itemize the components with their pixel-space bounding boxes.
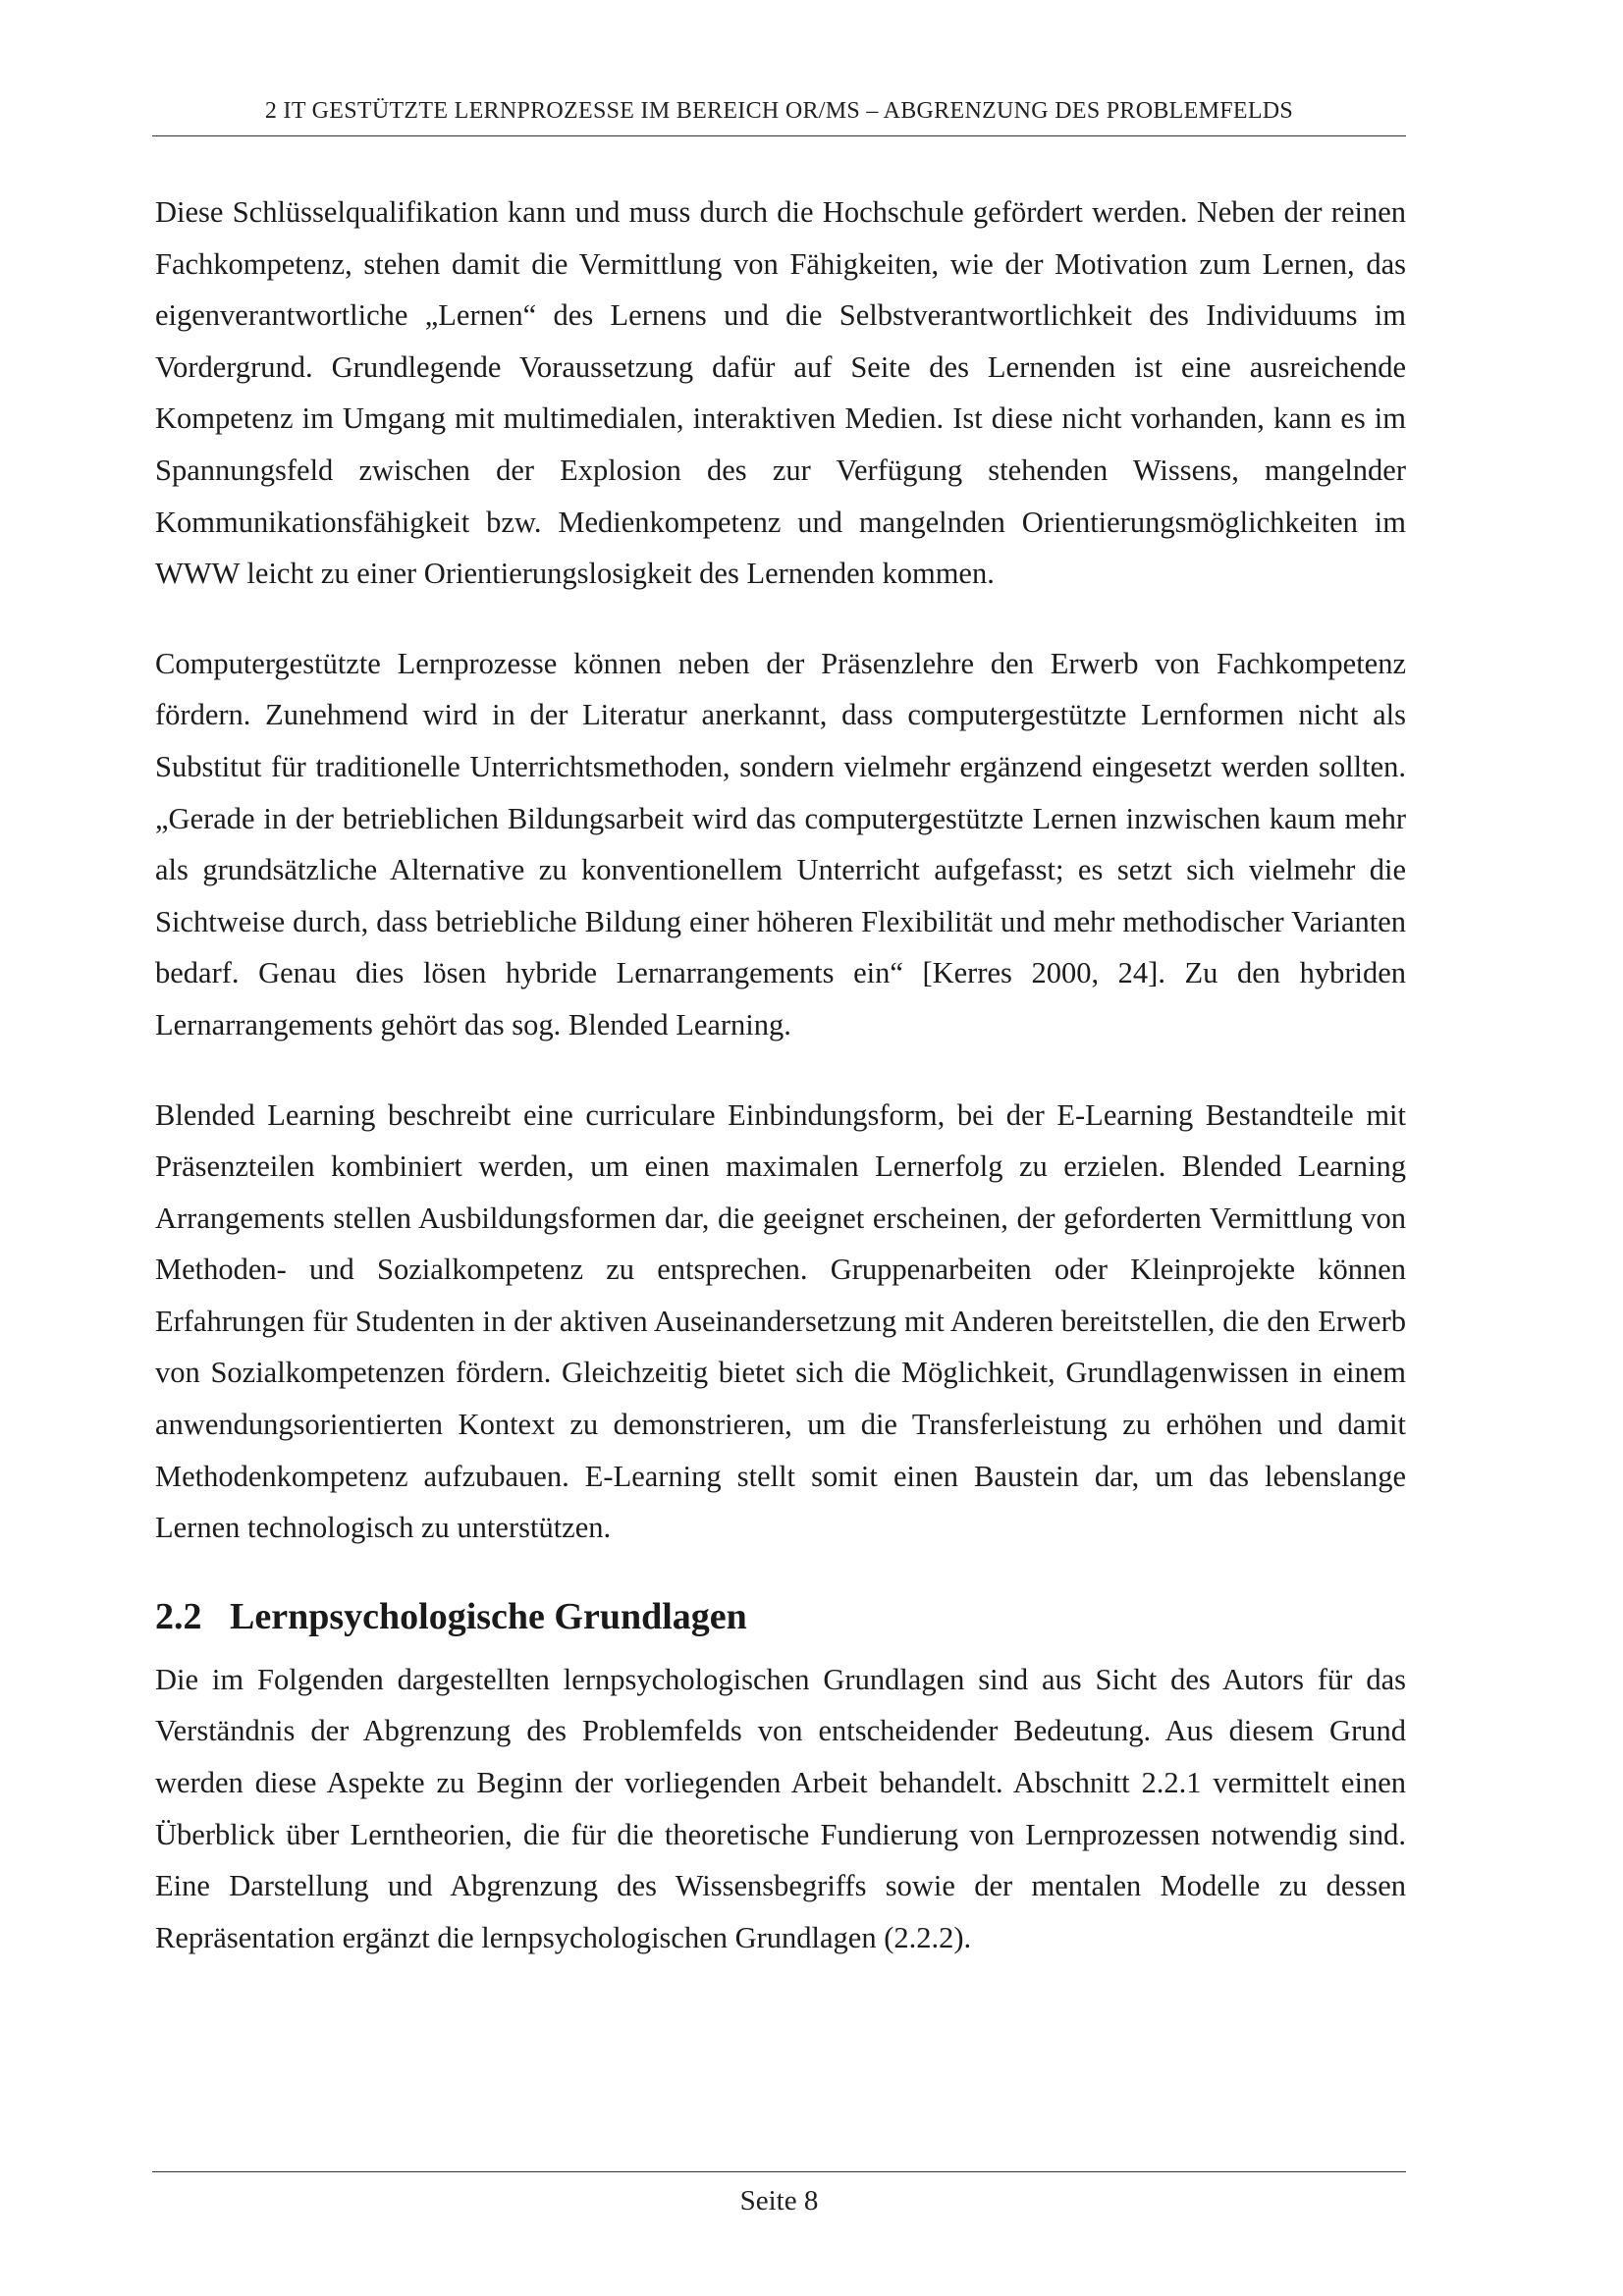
section-title: Lernpsychologische Grundlagen	[230, 1595, 747, 1637]
section-paragraph: Die im Folgenden dargestellten lernpsychologischen Grundlagen sind aus Sicht des Autors für das Verständnis der Abgrenzung des Problemfelds von entscheidender Bedeutung. Aus diesem Grund werden diese Aspekte zu Beginn der vorliegenden Arbeit behandelt. Abschnitt 2.2.1 vermittelt einen Überblick über Lerntheorien, die für die theoretische Fundierung von Lernprozessen notwendig sind. Eine Darstellung und Abgrenzung des Wissensbegriffs sowie der mentalen Modelle zu dessen Repräsentation ergänzt die lernpsychologischen Grundlagen (2.2.2).	[155, 1662, 1406, 1954]
body-paragraph-1: Diese Schlüsselqualifikation kann und muss durch die Hochschule gefördert werden. Neben der reinen Fachkompetenz, stehen damit die Vermittlung von Fähigkeiten, wie der Motivation zum Lernen, das eigenverantwortliche „Lernen“ des Lernens und die Selbstverantwortlichkeit des Individuums im Vordergrund. Grundlegende Voraussetzung dafür auf Seite des Lernenden ist eine ausreichende Kompetenz im Umgang mit multimedialen, interaktiven Medien. Ist diese nicht vorhanden, kann es im Spannungsfeld zwischen der Explosion des zur Verfügung stehenden Wissens, mangelnder Kommunikationsfähigkeit bzw. Medienkompetenz und mangelnden Orientierungsmöglichkeiten im WWW leicht zu einer Orientierungslosigkeit des Lernenden kommen.	[155, 195, 1406, 591]
page-content	[155, 187, 1406, 1963]
section-number: 2.2	[155, 1595, 202, 1637]
body-paragraph-2: Computergestützte Lernprozesse können neben der Präsenzlehre den Erwerb von Fachkompetenz fördern. Zunehmend wird in der Literatur anerkannt, dass computergestützte Lernformen nicht als Substitut für traditionelle Unterrichtsmethoden, sondern vielmehr ergänzend eingesetzt werden sollten. „Gerade in der betrieblichen Bildungsarbeit wird das computergestützte Lernen inzwischen kaum mehr als grundsätzliche Alternative zu konventionellem Unterricht aufgefasst; es setzt sich vielmehr die Sichtweise durch, dass betriebliche Bildung einer höheren Flexibilität und mehr methodischer Varianten bedarf. Genau dies lösen hybride Lernarrangements ein“ [Kerres 2000, 24]. Zu den hybriden Lernarrangements gehört das sog. Blended Learning.	[155, 646, 1406, 1041]
page-number: Seite 8	[739, 2185, 819, 2216]
section-heading	[155, 1589, 1406, 1644]
running-header: 2 IT GESTÜTZTE LERNPROZESSE IM BEREICH OR/MS – ABGRENZUNG DES PROBLEMFELDS	[264, 98, 1294, 124]
footer-rule	[152, 2171, 1406, 2172]
body-paragraph-3: Blended Learning beschreibt eine curriculare Einbindungsform, bei der E-Learning Bestandteile mit Präsenzteilen kombiniert werden, um einen maximalen Lernerfolg zu erzielen. Blended Learning Arrangements stellen Ausbildungsformen dar, die geeignet erscheinen, der geforderten Vermittlung von Methoden- und Sozialkompetenz zu entsprechen. Gruppenarbeiten oder Kleinprojekte können Erfahrungen für Studenten in der aktiven Auseinandersetzung mit Anderen bereitstellen, die den Erwerb von Sozialkompetenzen fördern. Gleichzeitig bietet sich die Möglichkeit, Grundlagenwissen in einem anwendungsorientierten Kontext zu demonstrieren, um die Transferleistung zu erhöhen und damit Methodenkompetenz aufzubauen. E-Learning stellt somit einen Baustein dar, um das lebenslange Lernen technologisch zu unterstützen.	[155, 1097, 1406, 1545]
header-rule	[152, 135, 1406, 136]
